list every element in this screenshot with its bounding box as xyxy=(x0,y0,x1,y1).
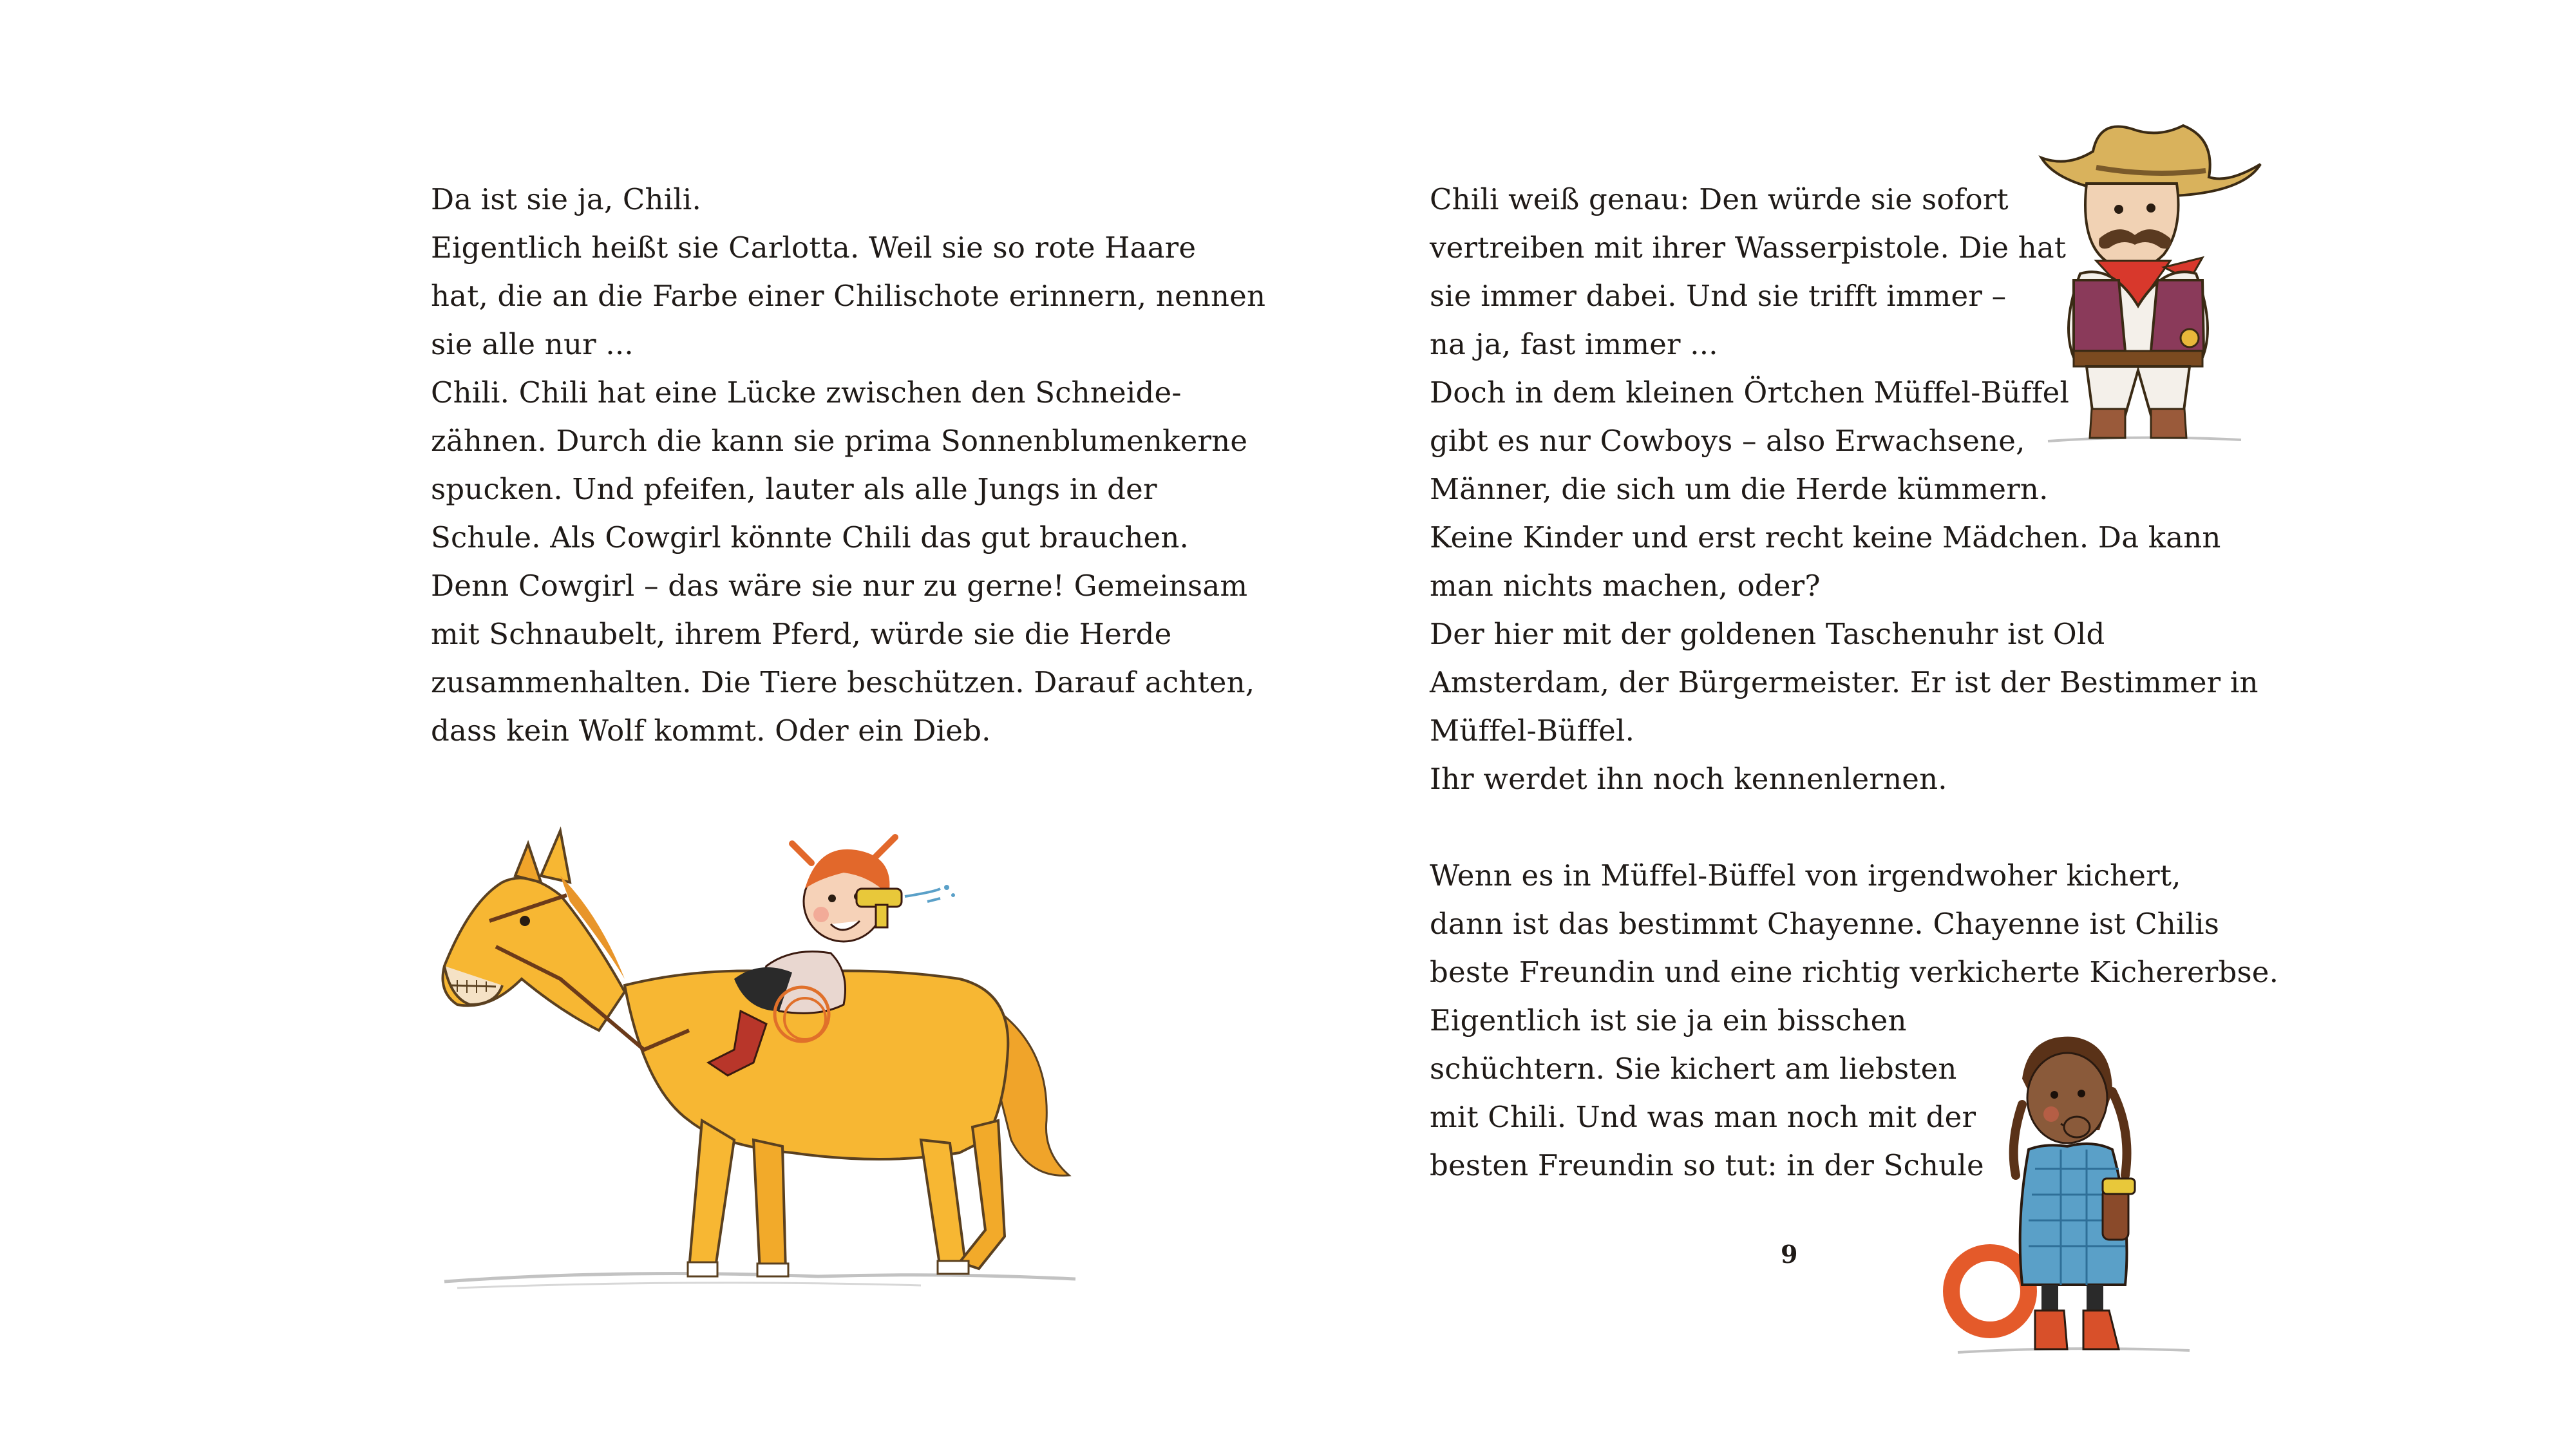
text-line: besten Freundin so tut: in der Schule xyxy=(1430,1148,1984,1182)
text-line: Der hier mit der goldenen Taschenuhr ist Old xyxy=(1430,617,2105,651)
text-line: gibt es nur Cowboys – also Erwachsene, xyxy=(1430,424,2025,458)
text-line: Müffel-Büffel. xyxy=(1430,714,1635,748)
text-line: man nichts machen, oder? xyxy=(1430,569,1821,603)
text-line: dass kein Wolf kommt. Oder ein Dieb. xyxy=(431,714,991,748)
text-line: schüchtern. Sie kichert am liebsten xyxy=(1430,1052,1957,1086)
text-line: Ihr werdet ihn noch kennenlernen. xyxy=(1430,762,1947,796)
text-line: Wenn es in Müffel-Büffel von irgendwoher kichert, xyxy=(1430,858,2181,893)
text-line: Amsterdam, der Bürgermeister. Er ist der Bestimmer in xyxy=(1430,665,2259,699)
text-line: Da ist sie ja, Chili. xyxy=(431,182,701,216)
text-line: zusammenhalten. Die Tiere beschützen. Darauf achten, xyxy=(431,665,1255,699)
text-line: vertreiben mit ihrer Wasserpistole. Die hat xyxy=(1430,231,2067,265)
text-line: sie alle nur ... xyxy=(431,327,634,361)
text-line: Keine Kinder und erst recht keine Mädchen. Da kann xyxy=(1430,520,2221,554)
text-line: dann ist das bestimmt Chayenne. Chayenne ist Chilis xyxy=(1430,907,2219,941)
text-line: Denn Cowgirl – das wäre sie nur zu gerne! Gemeinsam xyxy=(431,569,1248,603)
text-line: Männer, die sich um die Herde kümmern. xyxy=(1430,472,2049,506)
chayenne-illustration xyxy=(1938,1027,2196,1362)
text-line: Schule. Als Cowgirl könnte Chili das gut brauchen. xyxy=(431,520,1189,554)
text-line: zähnen. Durch die kann sie prima Sonnenblumenkerne xyxy=(431,424,1248,458)
text-line: spucken. Und pfeifen, lauter als alle Jungs in der xyxy=(431,472,1157,506)
text-line: mit Chili. Und was man noch mit der xyxy=(1430,1100,1976,1134)
text-line: mit Schnaubelt, ihrem Pferd, würde sie die Herde xyxy=(431,617,1172,651)
text-line: beste Freundin und eine richtig verkicherte Kichererbse. xyxy=(1430,955,2279,989)
text-line: na ja, fast immer ... xyxy=(1430,327,1718,361)
text-line: Eigentlich ist sie ja ein bisschen xyxy=(1430,1003,1907,1037)
page-number: 9 xyxy=(1781,1240,1798,1269)
text-line: hat, die an die Farbe einer Chilischote erinnern, nennen xyxy=(431,279,1266,313)
text-line: Chili weiß genau: Den würde sie sofort xyxy=(1430,182,2009,216)
text-line: sie immer dabei. Und sie trifft immer – xyxy=(1430,279,2007,313)
text-line: Doch in dem kleinen Örtchen Müffel-Büffel xyxy=(1430,375,2070,410)
text-line: Chili. Chili hat eine Lücke zwischen den Schneide- xyxy=(431,375,1182,410)
horse-with-chili-illustration xyxy=(431,818,1114,1307)
text-line: Eigentlich heißt sie Carlotta. Weil sie so rote Haare xyxy=(431,231,1197,265)
mayor-cowboy-illustration xyxy=(2035,113,2267,454)
right-page xyxy=(1288,0,2576,1449)
